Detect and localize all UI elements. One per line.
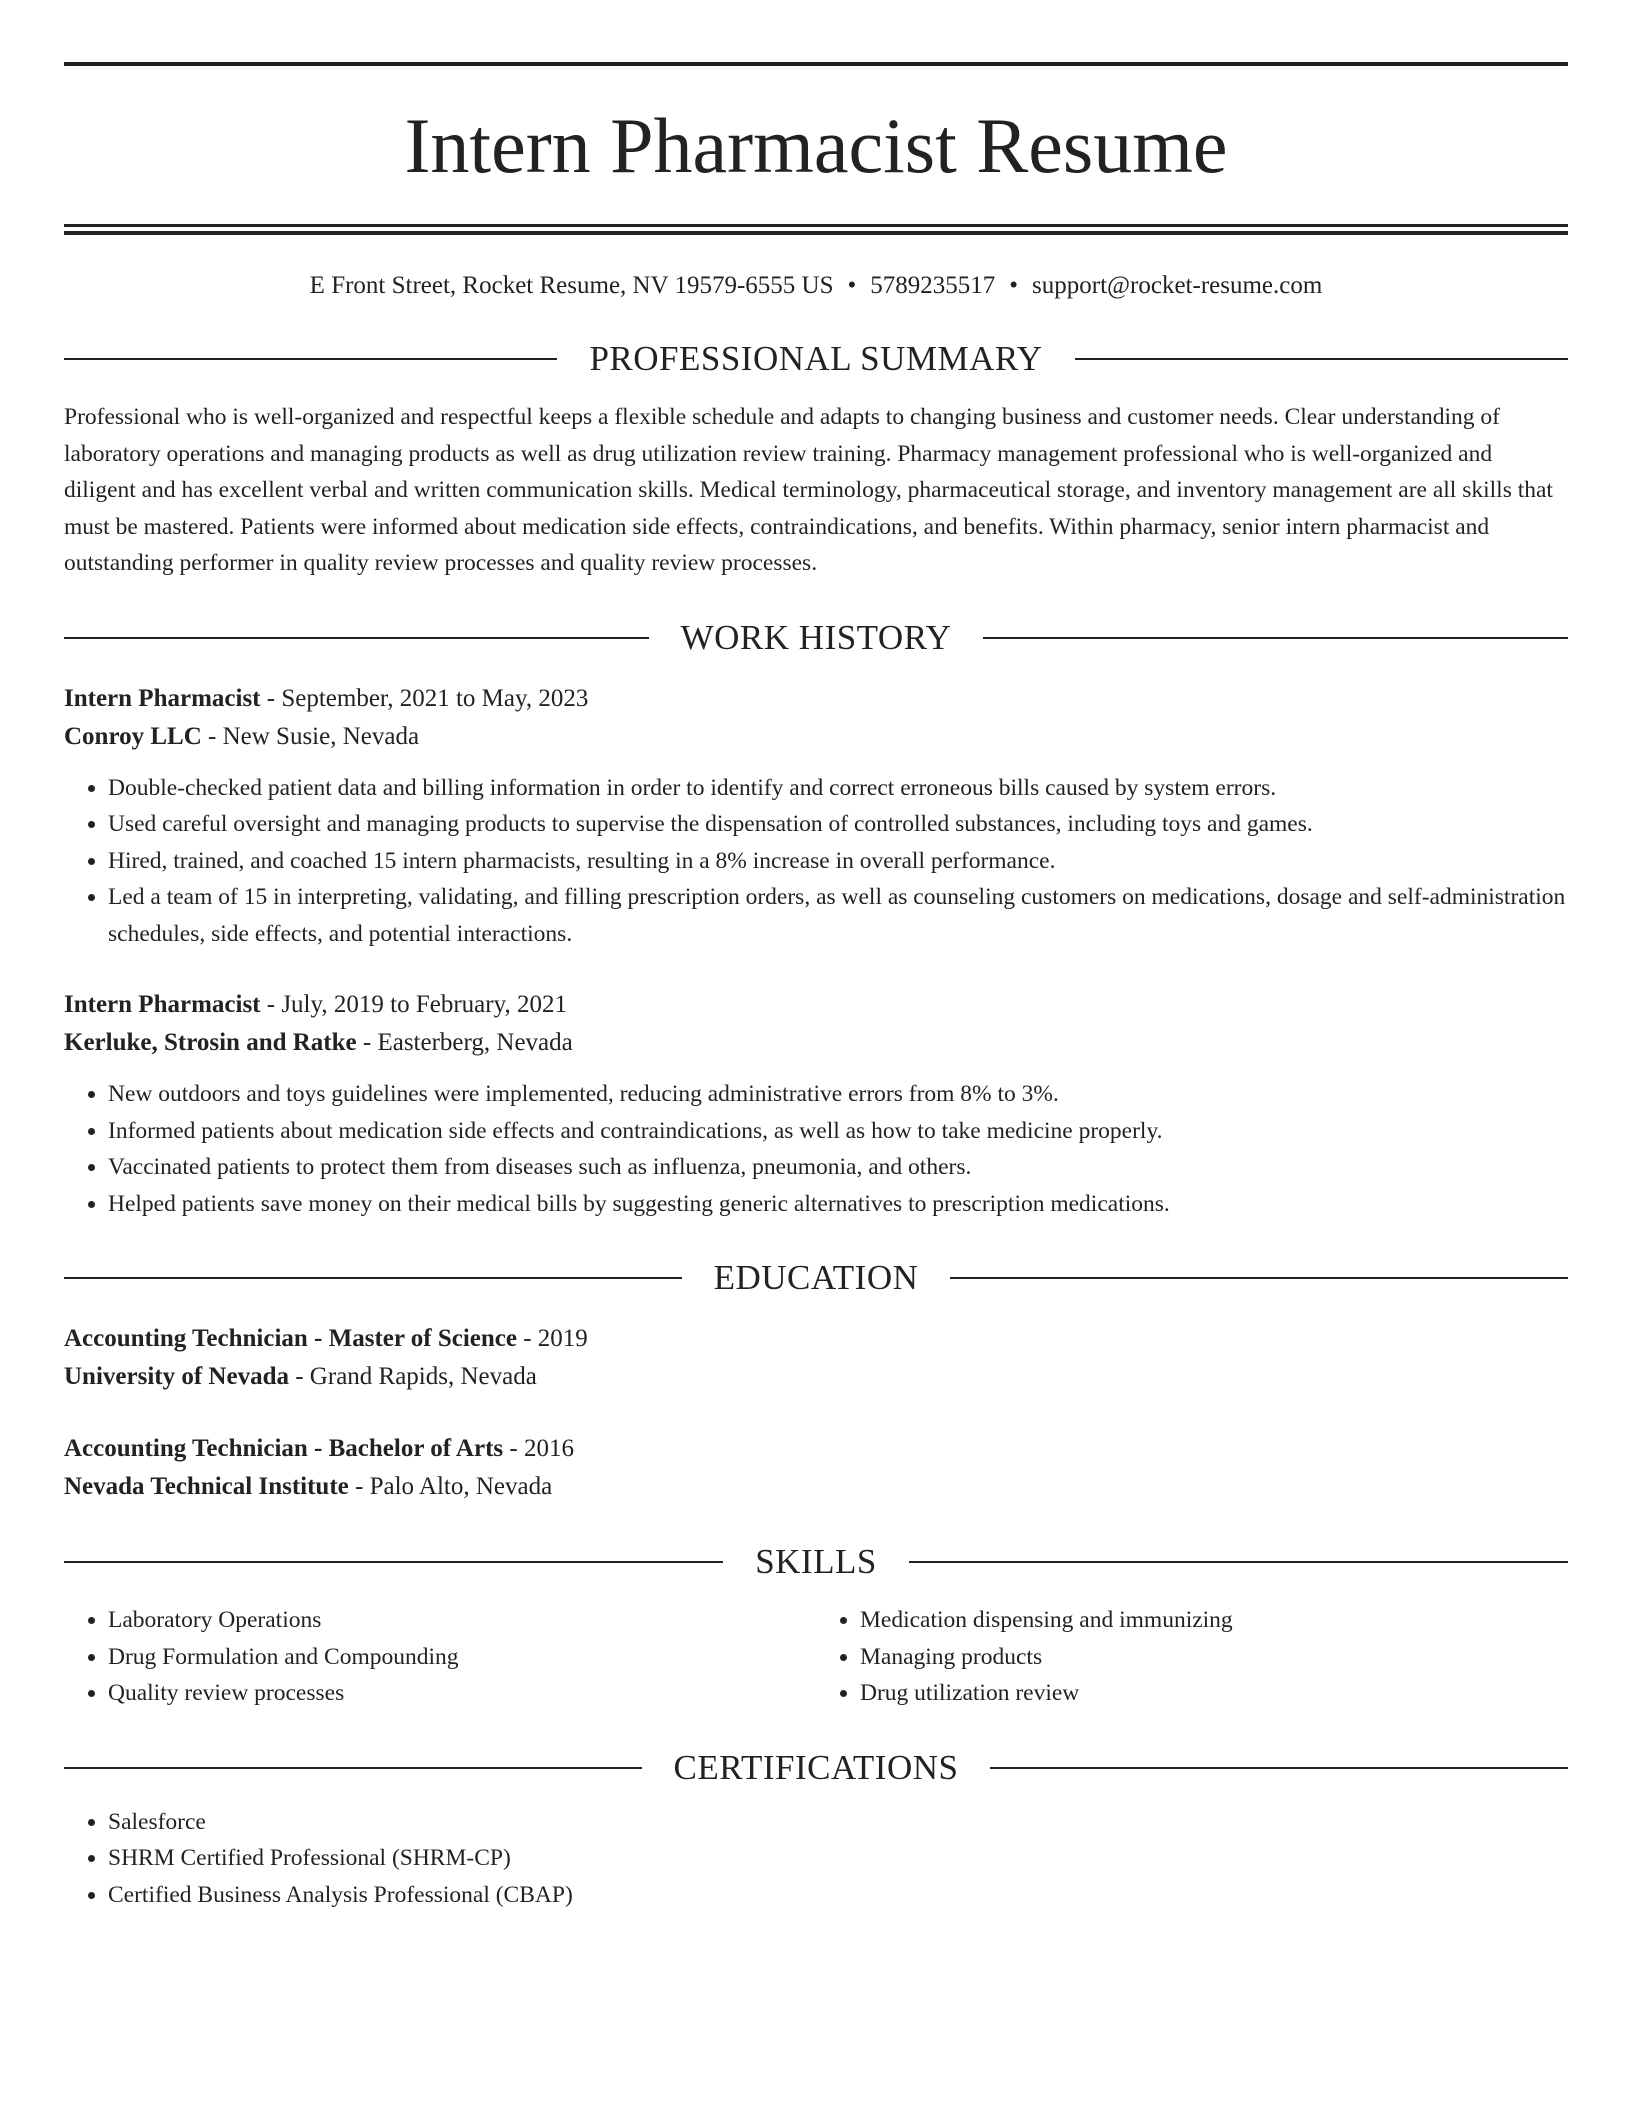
section-rule [950,1277,1568,1279]
section-rule [1075,358,1568,360]
skills-column-left [64,1602,816,1712]
job-bullet: • Hired, trained, and coached 15 intern pharmacists, resulting in a 8% increase in overall performance. [108,843,1568,880]
education-degree: Accounting Technician - Master of Science [64,1325,517,1352]
job-bullet: • New outdoors and toys guidelines were implemented, reducing administrative errors from 8% to 3%. [108,1076,1568,1113]
education-degree-line [64,1320,1568,1358]
job-bullet: • Led a team of 15 in interpreting, validating, and filling prescription orders, as well as counseling customers on medications, dosage and self-administration schedules, side effects, and potential interactions. [108,879,1568,952]
education-school-line [64,1358,1568,1396]
skill-item: • Drug Formulation and Compounding [108,1639,816,1676]
section-header-summary [64,337,1568,381]
skills-grid [64,1602,1568,1712]
education-entry [64,1430,1568,1506]
skill-item: • Laboratory Operations [108,1602,816,1639]
skill-item: • Medication dispensing and immunizing [860,1602,1568,1639]
job-title-line [64,680,1568,718]
job-bullet: • Vaccinated patients to protect them from diseases such as influenza, pneumonia, and others. [108,1149,1568,1186]
job-location: - Easterberg, Nevada [356,1029,573,1056]
skill-item: • Quality review processes [108,1675,816,1712]
education-school: University of Nevada [64,1363,289,1390]
job-location: - New Susie, Nevada [201,722,420,750]
certification-item: • SHRM Certified Professional (SHRM-CP) [108,1840,1568,1877]
job-company-line [64,1024,1568,1062]
education-year: - 2019 [516,1325,588,1352]
section-rule [64,358,557,360]
job-title: Intern Pharmacist [64,991,261,1018]
section-title-skills: SKILLS [755,1542,877,1581]
job-dates: - July, 2019 to February, 2021 [260,991,567,1018]
job-dates: - September, 2021 to May, 2023 [260,684,589,712]
section-title-work-history: WORK HISTORY [680,617,952,657]
section-rule [983,637,1568,639]
section-rule [990,1767,1568,1769]
skills-column-right [816,1602,1568,1712]
education-location: - Palo Alto, Nevada [348,1473,553,1500]
education-year: - 2016 [503,1435,574,1462]
section-rule [64,1561,723,1563]
job-bullet: • Helped patients save money on their medical bills by suggesting generic alternatives to prescription medications. [108,1186,1568,1223]
skill-item: • Drug utilization review [860,1675,1568,1712]
section-rule [64,1767,642,1769]
contact-separator: • [847,272,857,299]
contact-address: E Front Street, Rocket Resume, NV 19579-6555 US [309,272,834,299]
education-entry [64,1320,1568,1396]
education-school-line [64,1468,1568,1506]
job-bullet: • Double-checked patient data and billing information in order to identify and correct erroneous bills caused by system errors. [108,770,1568,807]
top-rule [64,62,1568,66]
job-entry [64,986,1568,1222]
certification-item: • Salesforce [108,1804,1568,1841]
job-title: Intern Pharmacist [64,684,261,712]
job-bullets [64,770,1568,953]
section-rule [909,1561,1568,1563]
section-title-certifications: CERTIFICATIONS [673,1747,959,1787]
job-bullet: • Used careful oversight and managing products to supervise the dispensation of controlled substances, including toys and games. [108,806,1568,843]
section-title-summary: PROFESSIONAL SUMMARY [589,339,1043,378]
job-bullet: • Informed patients about medication side effects and contraindications, as well as how to take medicine properly. [108,1113,1568,1150]
certifications-list [64,1804,1568,1914]
contact-phone: 5789235517 [870,272,996,299]
contact-email: support@rocket-resume.com [1032,272,1323,299]
resume-title: Intern Pharmacist Resume [404,102,1228,189]
job-company: Kerluke, Strosin and Ratke [64,1029,357,1056]
education-degree: Accounting Technician - Bachelor of Arts [64,1435,504,1462]
job-bullets [64,1076,1568,1222]
contact-line [64,269,1568,303]
section-header-skills [64,1540,1568,1584]
contact-separator: • [1009,272,1019,299]
section-header-work-history [64,616,1568,660]
job-company-line [64,718,1568,756]
section-title-education: EDUCATION [713,1258,919,1297]
section-header-certifications [64,1746,1568,1790]
section-rule [64,1277,682,1279]
job-title-line [64,986,1568,1024]
summary-paragraph: Professional who is well-organized and respectful keeps a flexible schedule and adapts to changing business and customer needs. Clear understanding of laboratory operations and managing products as well as drug utilization review training. Pharmacy management professional who is well-organized and diligent and has excellent verbal and written communication skills. Medical terminology, pharmaceutical storage, and inventory management are all skills that must be mastered. Patients were informed about medication side effects, contraindications, and benefits. Within pharmacy, senior intern pharmacist and outstanding performer in quality review processes and quality review processes. [64,404,1553,576]
section-header-education [64,1256,1568,1300]
education-degree-line [64,1430,1568,1468]
education-location: - Grand Rapids, Nevada [288,1363,537,1390]
certification-item: • Certified Business Analysis Professional (CBAP) [108,1877,1568,1914]
skill-item: • Managing products [860,1639,1568,1676]
title-double-rule [64,224,1568,235]
section-rule [64,637,649,639]
job-entry [64,680,1568,953]
education-school: Nevada Technical Institute [64,1473,349,1500]
job-company: Conroy LLC [64,722,202,750]
